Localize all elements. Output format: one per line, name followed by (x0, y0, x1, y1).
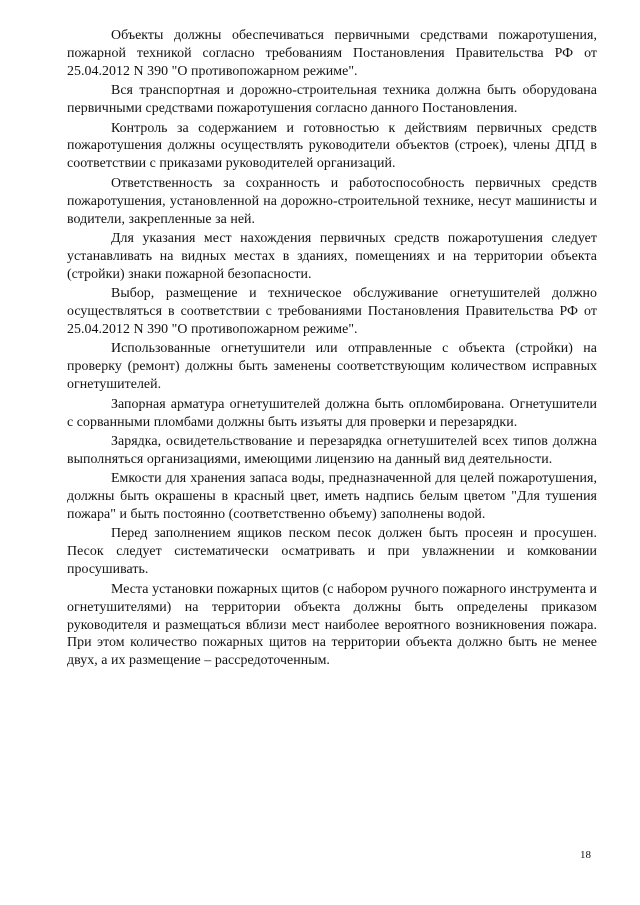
paragraph-water-tanks: Емкости для хранения запаса воды, предназначенной для целей пожаротушения, должны быть окрашены в красный цвет, иметь надпись белым цветом "Для тушения пожара" и быть постоянно (соответственно объему) заполнены водой. (67, 471, 597, 523)
paragraph-extinguisher-selection: Выбор, размещение и техническое обслуживание огнетушителей должно осуществляться в соответствии с требованиями Постановления Правительства РФ от 25.04.2012 N 390 "О противопожарном режиме". (67, 286, 597, 337)
paragraph-drivers-responsibility: Ответственность за сохранность и работоспособность первичных средств пожаротушения, установленной на дорожно-строительной технике, несут машинисты и водители, закрепленные за ней. (67, 175, 597, 227)
paragraph-control-responsibility: Контроль за содержанием и готовностью к действиям первичных средств пожаротушения должны осуществлять руководители объектов (строек), члены ДПД в соответствии с приказами руководителей организаций. (67, 120, 597, 172)
paragraph-sand-boxes: Перед заполнением ящиков песком песок должен быть просеян и просушен. Песок следует систематически осматривать и при увлажнении и комковании просушивать. (67, 526, 597, 578)
page-number: 18 (580, 849, 591, 861)
paragraph-safety-signs: Для указания мест нахождения первичных средств пожаротушения следует устанавливать на видных местах в зданиях, помещениях и на территории объекта (стройки) знаки пожарной безопасности. (67, 230, 597, 282)
paragraph-fire-boards: Места установки пожарных щитов (с набором ручного пожарного инструмента и огнетушителями) на территории объекта должны быть определены приказом руководителя и размещаться вблизи мест наиболее вероятного возникновения пожара. При этом количество пожарных щитов на территории объекта должно быть не менее двух, а их размещение – рассредоточенным. (67, 581, 597, 669)
paragraph-recharging-license: Зарядка, освидетельствование и перезарядка огнетушителей всех типов должна выполняться организациями, имеющими лицензию на данный вид деятельности. (67, 433, 597, 467)
paragraph-objects-equipment: Объекты должны обеспечиваться первичными средствами пожаротушения, пожарной техникой согласно требованиям Постановления Правительства РФ от 25.04.2012 N 390 "О противопожарном режиме". (67, 28, 597, 79)
paragraph-road-machinery: Вся транспортная и дорожно-строительная техника должна быть оборудована первичными средствами пожаротушения согласно данного Постановления. (67, 83, 597, 117)
paragraph-used-extinguishers: Использованные огнетушители или отправленные с объекта (стройки) на проверку (ремонт) должны быть заменены соответствующим количеством исправных огнетушителей. (67, 341, 597, 393)
document-page (67, 27, 597, 672)
paragraph-sealed-valves: Запорная арматура огнетушителей должна быть опломбирована. Огнетушители с сорванными пломбами должны быть изъяты для проверки и перезарядки. (67, 396, 597, 430)
